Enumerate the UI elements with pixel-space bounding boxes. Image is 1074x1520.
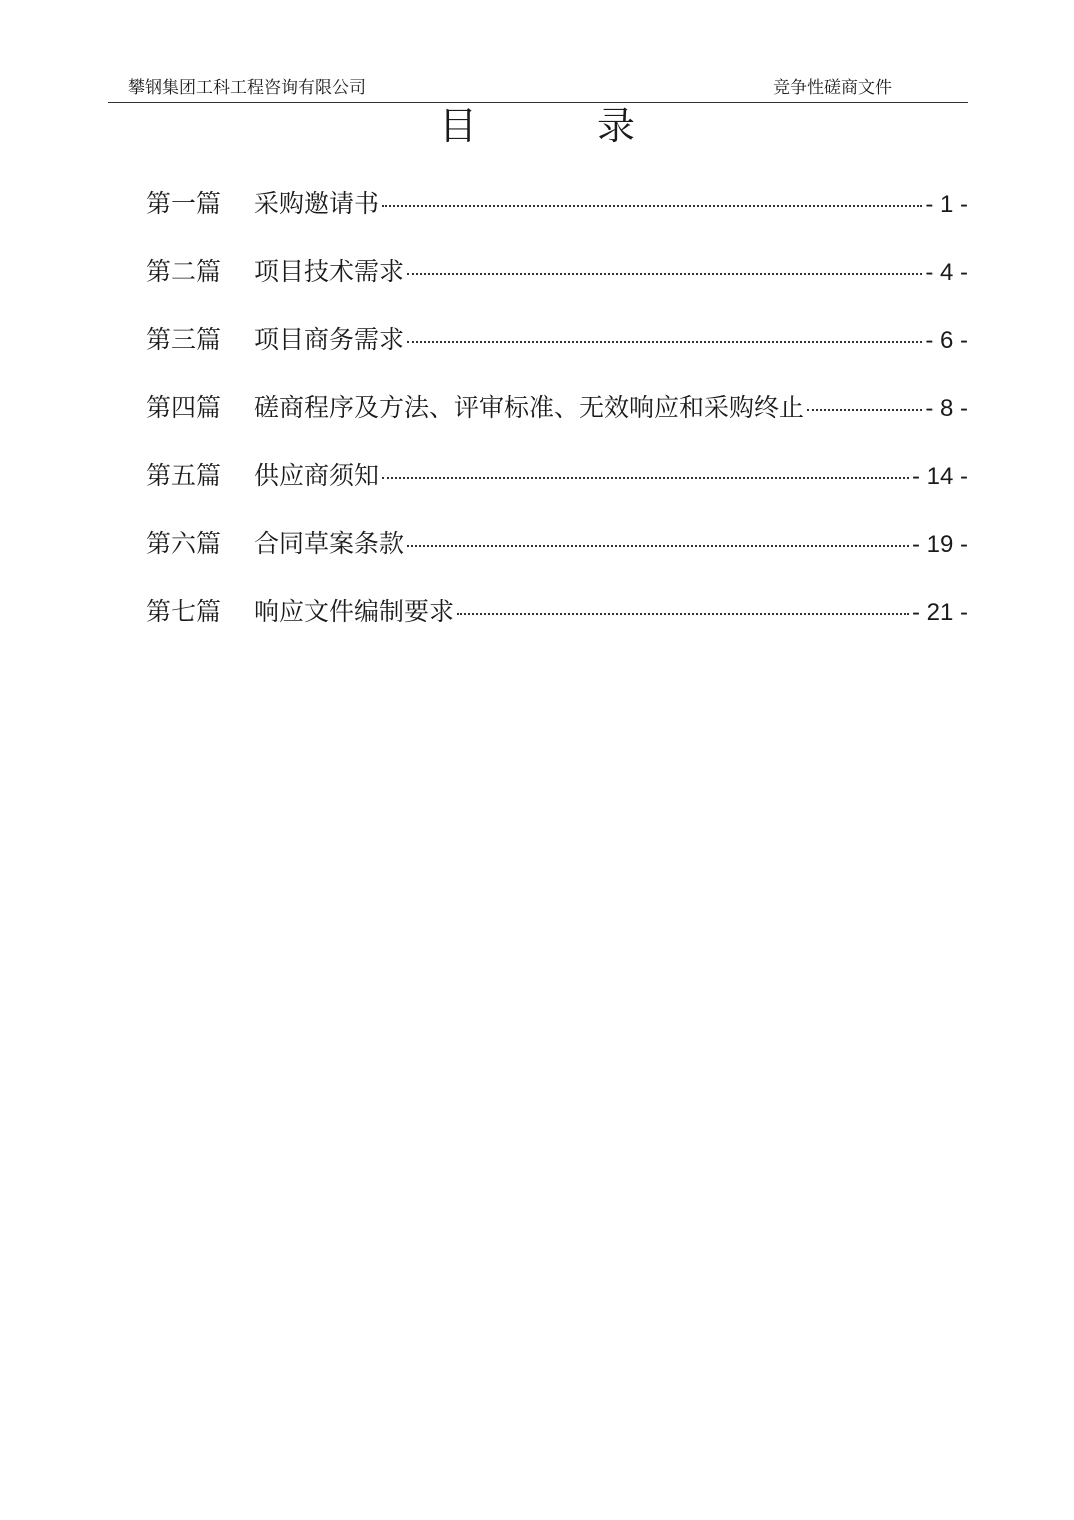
toc-entry-title: 项目商务需求 — [254, 325, 405, 354]
toc-dot-leader — [382, 477, 909, 479]
toc-entry-page: - 19 - — [911, 531, 968, 558]
toc-entry-part: 第四篇 — [146, 393, 222, 422]
toc-entry-part: 第六篇 — [146, 529, 222, 558]
toc-entry[interactable] — [146, 318, 968, 386]
toc-entry-page: - 14 - — [911, 463, 968, 490]
toc-entry-page: - 21 - — [911, 599, 968, 626]
toc-entry-part: 第七篇 — [146, 597, 222, 626]
toc-entry-title: 采购邀请书 — [254, 189, 380, 218]
toc-entry[interactable] — [146, 522, 968, 590]
toc-entry[interactable] — [146, 386, 968, 454]
toc-title: 目 录 — [438, 104, 690, 148]
toc-dot-leader — [407, 273, 922, 275]
toc-entry-title: 响应文件编制要求 — [254, 597, 455, 626]
toc-dot-leader — [382, 205, 922, 207]
toc-entry-part: 第二篇 — [146, 257, 222, 286]
toc-entry-title: 合同草案条款 — [254, 529, 405, 558]
toc-dot-leader — [807, 409, 922, 411]
toc-entry-title: 供应商须知 — [254, 461, 380, 490]
header-company-name: 攀钢集团工科工程咨询有限公司 — [128, 78, 366, 98]
toc-entry-part: 第五篇 — [146, 461, 222, 490]
toc-entry-page: - 4 - — [925, 259, 968, 286]
toc-entry-page: - 8 - — [925, 395, 968, 422]
toc-dot-leader — [457, 613, 909, 615]
toc-dot-leader — [407, 341, 922, 343]
toc-entry-page: - 1 - — [925, 191, 968, 218]
header-document-type: 竞争性磋商文件 — [773, 78, 892, 98]
toc-entry[interactable] — [146, 250, 968, 318]
toc-entry-page: - 6 - — [925, 327, 968, 354]
toc-entry-title: 磋商程序及方法、评审标准、无效响应和采购终止 — [254, 393, 805, 422]
toc-entry[interactable] — [146, 182, 968, 250]
toc-entry-title: 项目技术需求 — [254, 257, 405, 286]
table-of-contents — [146, 182, 968, 658]
toc-entry[interactable] — [146, 590, 968, 658]
toc-entry[interactable] — [146, 454, 968, 522]
toc-entry-part: 第三篇 — [146, 325, 222, 354]
toc-entry-part: 第一篇 — [146, 189, 222, 218]
page-header — [108, 76, 968, 103]
toc-dot-leader — [407, 545, 909, 547]
